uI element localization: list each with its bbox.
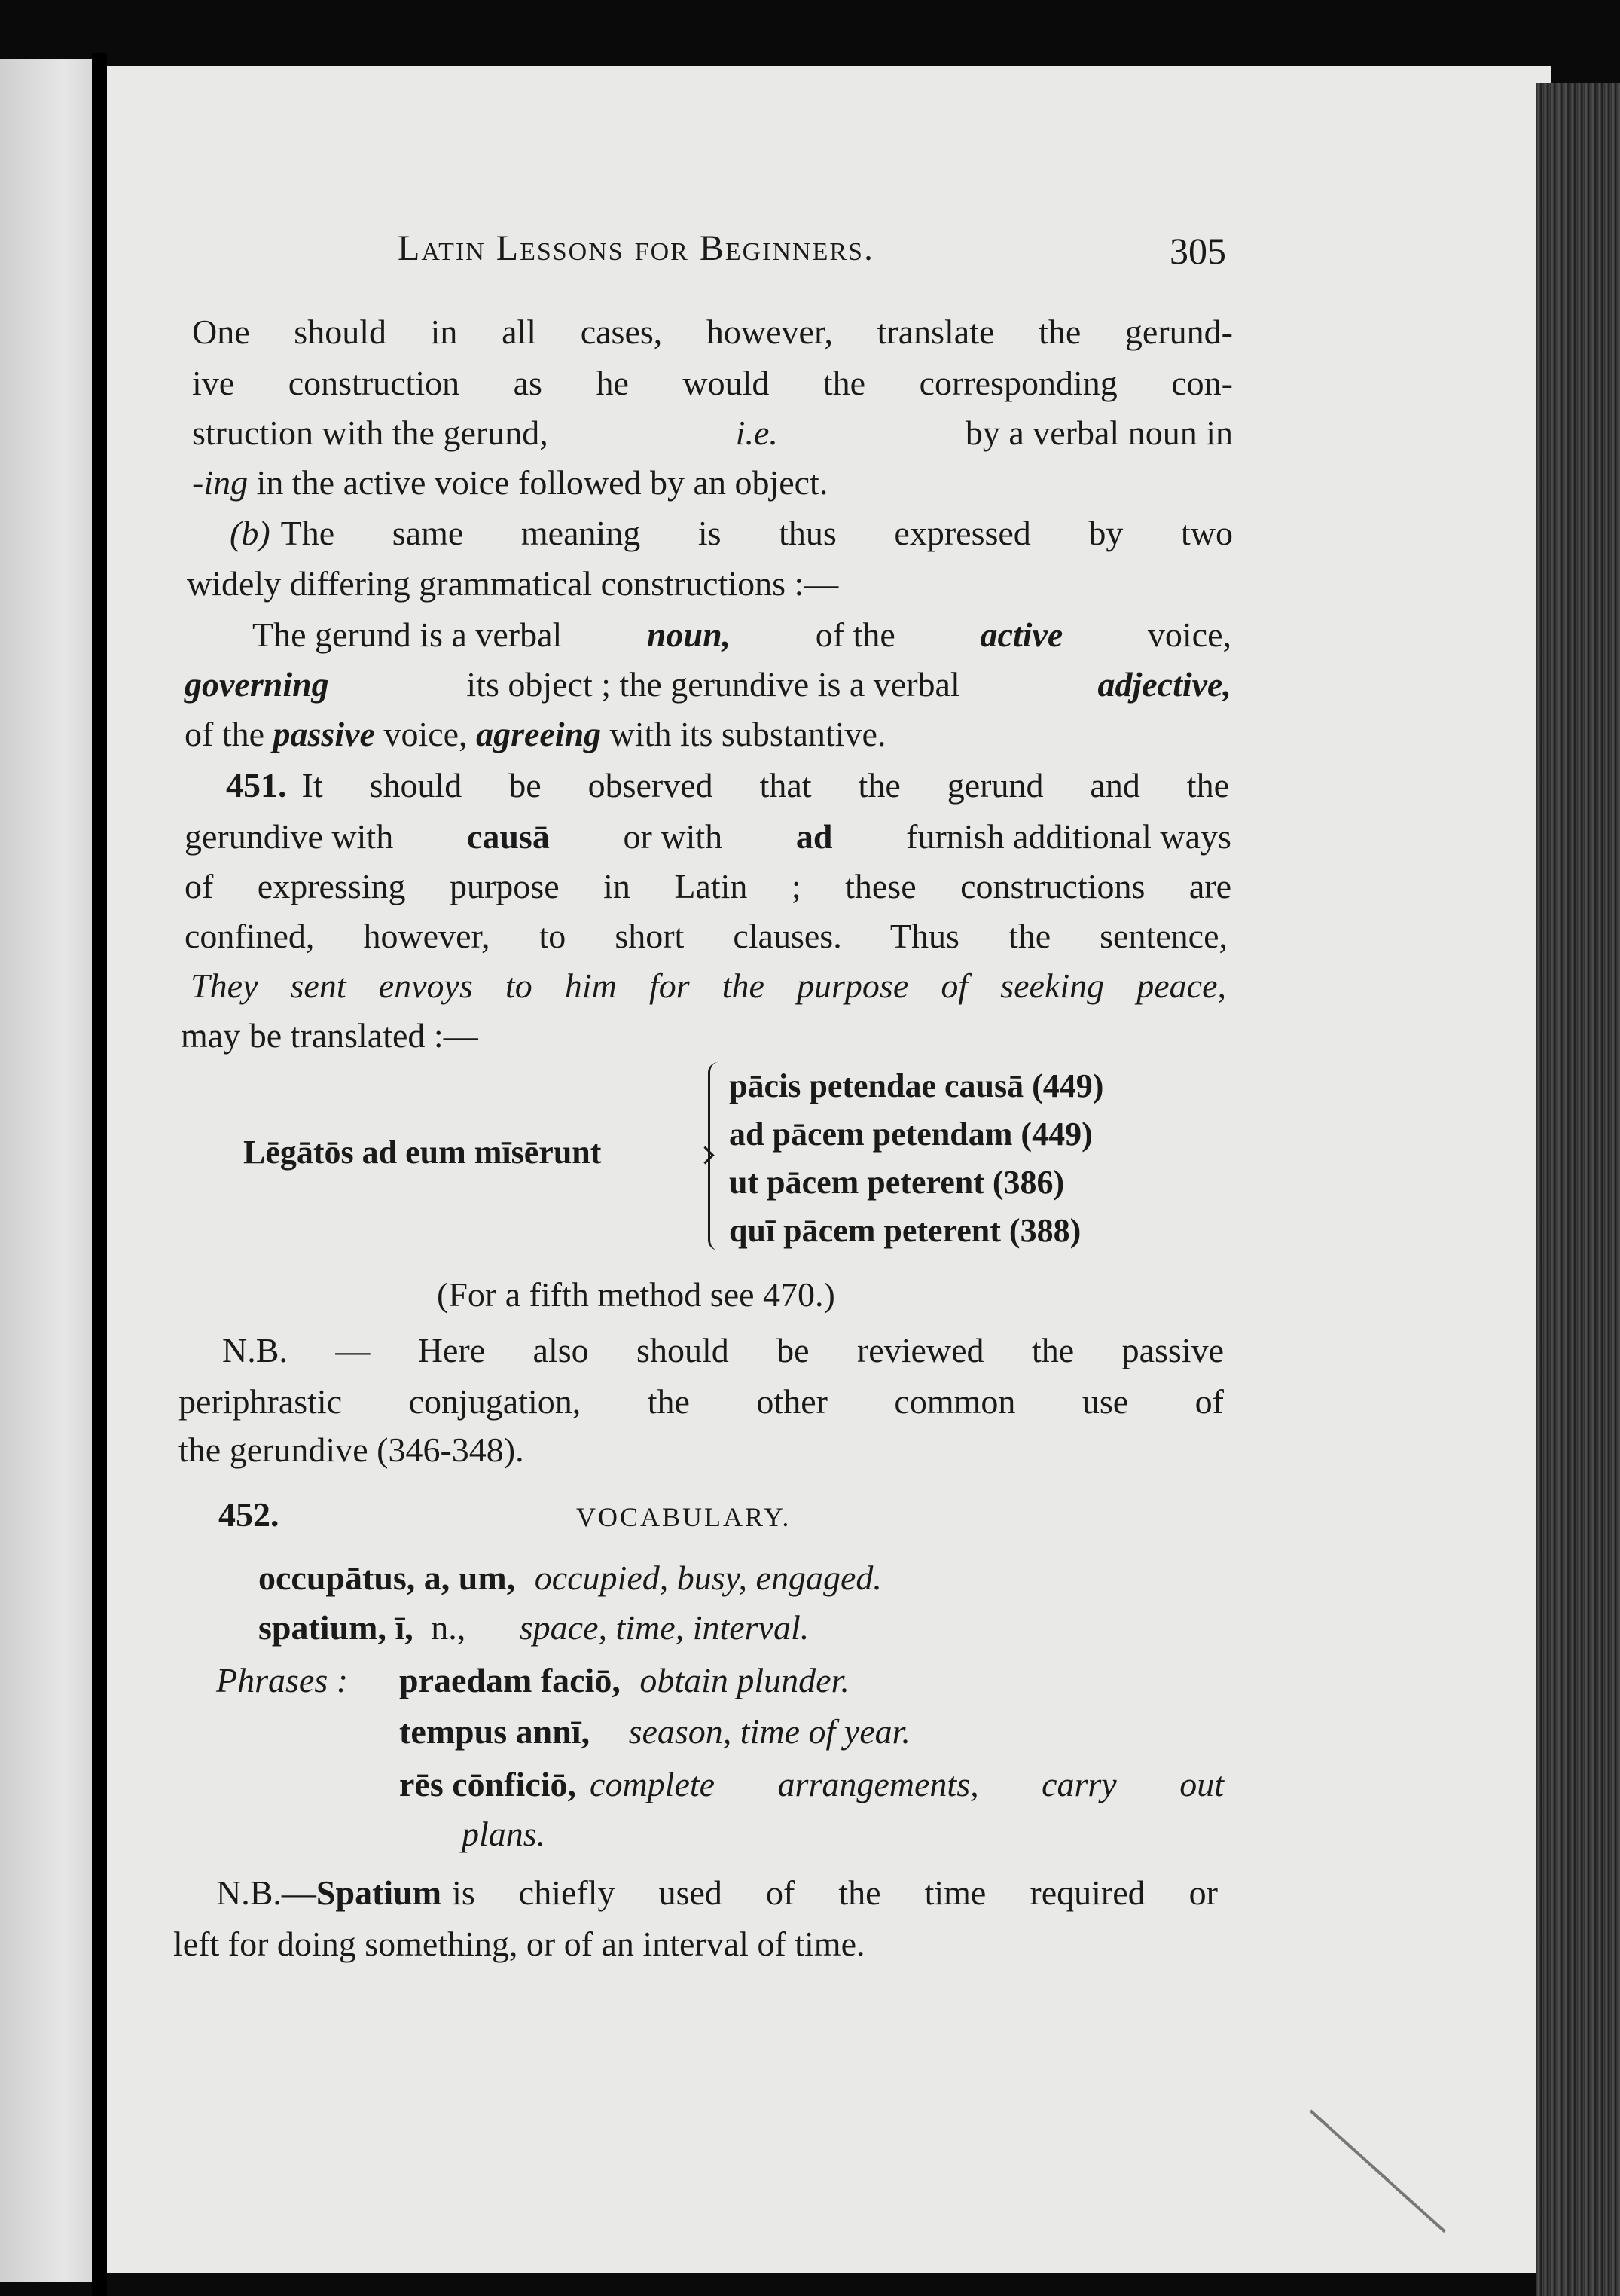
italic-term: adjective, bbox=[1097, 665, 1231, 704]
example-option: ut pācem peterent (386) bbox=[729, 1164, 1065, 1201]
text-line bbox=[192, 416, 1233, 450]
part-of-speech: n., bbox=[431, 1608, 466, 1647]
latin-term: rēs cōnficiō, bbox=[399, 1765, 577, 1803]
english-gloss: complete arrangements, carry out bbox=[590, 1765, 1224, 1803]
text-line: periphrastic conjugation, the other common use of bbox=[178, 1382, 1224, 1421]
page-stack-edge bbox=[1536, 83, 1620, 2296]
text-line bbox=[185, 817, 1231, 856]
english-gloss: season, time of year. bbox=[628, 1712, 911, 1751]
text-segment: voice, bbox=[383, 715, 468, 753]
text-line: the gerundive (346-348). bbox=[178, 1430, 524, 1469]
example-lead: Lēgātōs ad eum mīsērunt bbox=[243, 1134, 602, 1171]
text-segment: or with bbox=[623, 817, 723, 856]
vocab-entry bbox=[258, 1561, 882, 1595]
text-line: of expressing purpose in Latin ; these constructions are bbox=[185, 867, 1231, 905]
text-segment: is chiefly used of the time required or bbox=[452, 1873, 1218, 1912]
text-line bbox=[226, 768, 1229, 803]
text-line: widely differing grammatical constructions :— bbox=[187, 564, 839, 603]
text-segment: with its substantive. bbox=[609, 715, 886, 753]
vocab-entry bbox=[258, 1608, 810, 1647]
italic-term: passive bbox=[273, 715, 375, 753]
text-segment: The same meaning is thus expressed by two bbox=[280, 514, 1233, 552]
text-segment: of the bbox=[185, 715, 265, 753]
latin-term: causā bbox=[466, 817, 550, 856]
item-label: (b) bbox=[230, 514, 270, 552]
text-segment: struction with the gerund, bbox=[192, 414, 548, 452]
running-title: Latin Lessons for Beginners. bbox=[398, 228, 874, 268]
section-number: 451. bbox=[226, 766, 287, 805]
latin-term: occupātus, a, um, bbox=[258, 1559, 516, 1597]
text-line bbox=[216, 1873, 1218, 1912]
text-line bbox=[192, 463, 828, 502]
italic-term: agreeing bbox=[476, 715, 602, 753]
phrase-entry bbox=[399, 1663, 850, 1698]
text-segment: It should be observed that the gerund and the bbox=[301, 766, 1229, 805]
italic-suffix: -ing bbox=[192, 463, 249, 502]
text-segment: of the bbox=[815, 615, 895, 654]
text-line bbox=[230, 516, 1233, 551]
facing-page-edge bbox=[0, 59, 92, 2282]
example-option: pācis petendae causā (449) bbox=[729, 1067, 1104, 1104]
phrase-entry bbox=[399, 1714, 911, 1749]
example-option: quī pācem peterent (388) bbox=[729, 1212, 1082, 1249]
example-option: ad pācem petendam (449) bbox=[729, 1116, 1093, 1153]
english-gloss: occupied, busy, engaged. bbox=[534, 1559, 882, 1597]
text-segment: in the active voice followed by an object. bbox=[256, 463, 828, 502]
latin-term: tempus annī, bbox=[399, 1712, 590, 1751]
vocabulary-heading: VOCABULARY. bbox=[576, 1502, 792, 1532]
english-gloss-cont: plans. bbox=[462, 1815, 546, 1853]
english-gloss: obtain plunder. bbox=[639, 1661, 850, 1699]
text-line: ive construction as he would the corresponding con- bbox=[192, 364, 1233, 402]
latin-term: spatium, ī, bbox=[258, 1608, 413, 1647]
text-segment: The gerund is a verbal bbox=[252, 615, 563, 654]
example-note: (For a fifth method see 470.) bbox=[437, 1275, 835, 1314]
text-line: They sent envoys to him for the purpose of seeking peace, bbox=[191, 966, 1226, 1005]
latin-term: Spatium bbox=[316, 1873, 442, 1912]
phrases-label: Phrases : bbox=[216, 1661, 349, 1699]
latin-term: praedam faciō, bbox=[399, 1661, 621, 1699]
text-segment: gerundive with bbox=[185, 817, 394, 856]
section-number: 452. bbox=[218, 1495, 279, 1534]
text-segment: by a verbal noun in bbox=[965, 414, 1233, 452]
text-segment: its object ; the gerundive is a verbal bbox=[466, 665, 960, 704]
text-line: N.B. — Here also should be reviewed the passive bbox=[222, 1331, 1224, 1369]
book-gutter bbox=[92, 53, 107, 2296]
text-segment: N.B.— bbox=[216, 1873, 316, 1912]
text-line bbox=[252, 615, 1231, 654]
english-gloss: space, time, interval. bbox=[519, 1608, 810, 1647]
latin-term: ad bbox=[795, 817, 833, 856]
text-line bbox=[185, 667, 1231, 702]
text-segment: furnish additional ways bbox=[906, 817, 1231, 856]
phrase-entry bbox=[399, 1767, 1224, 1802]
text-segment: voice, bbox=[1147, 615, 1231, 654]
text-line: may be translated :— bbox=[181, 1016, 478, 1055]
italic-term: active bbox=[980, 615, 1063, 654]
text-line: confined, however, to short clauses. Thus the sentence, bbox=[185, 917, 1228, 955]
text-line: left for doing something, or of an interval of time. bbox=[173, 1925, 865, 1963]
page-number: 305 bbox=[1170, 230, 1226, 272]
italic-abbrev: i.e. bbox=[735, 414, 778, 452]
text-line: One should in all cases, however, translate the gerund- bbox=[192, 313, 1233, 351]
text-line bbox=[185, 717, 886, 752]
italic-term: governing bbox=[185, 665, 329, 704]
italic-term: noun, bbox=[646, 615, 731, 654]
